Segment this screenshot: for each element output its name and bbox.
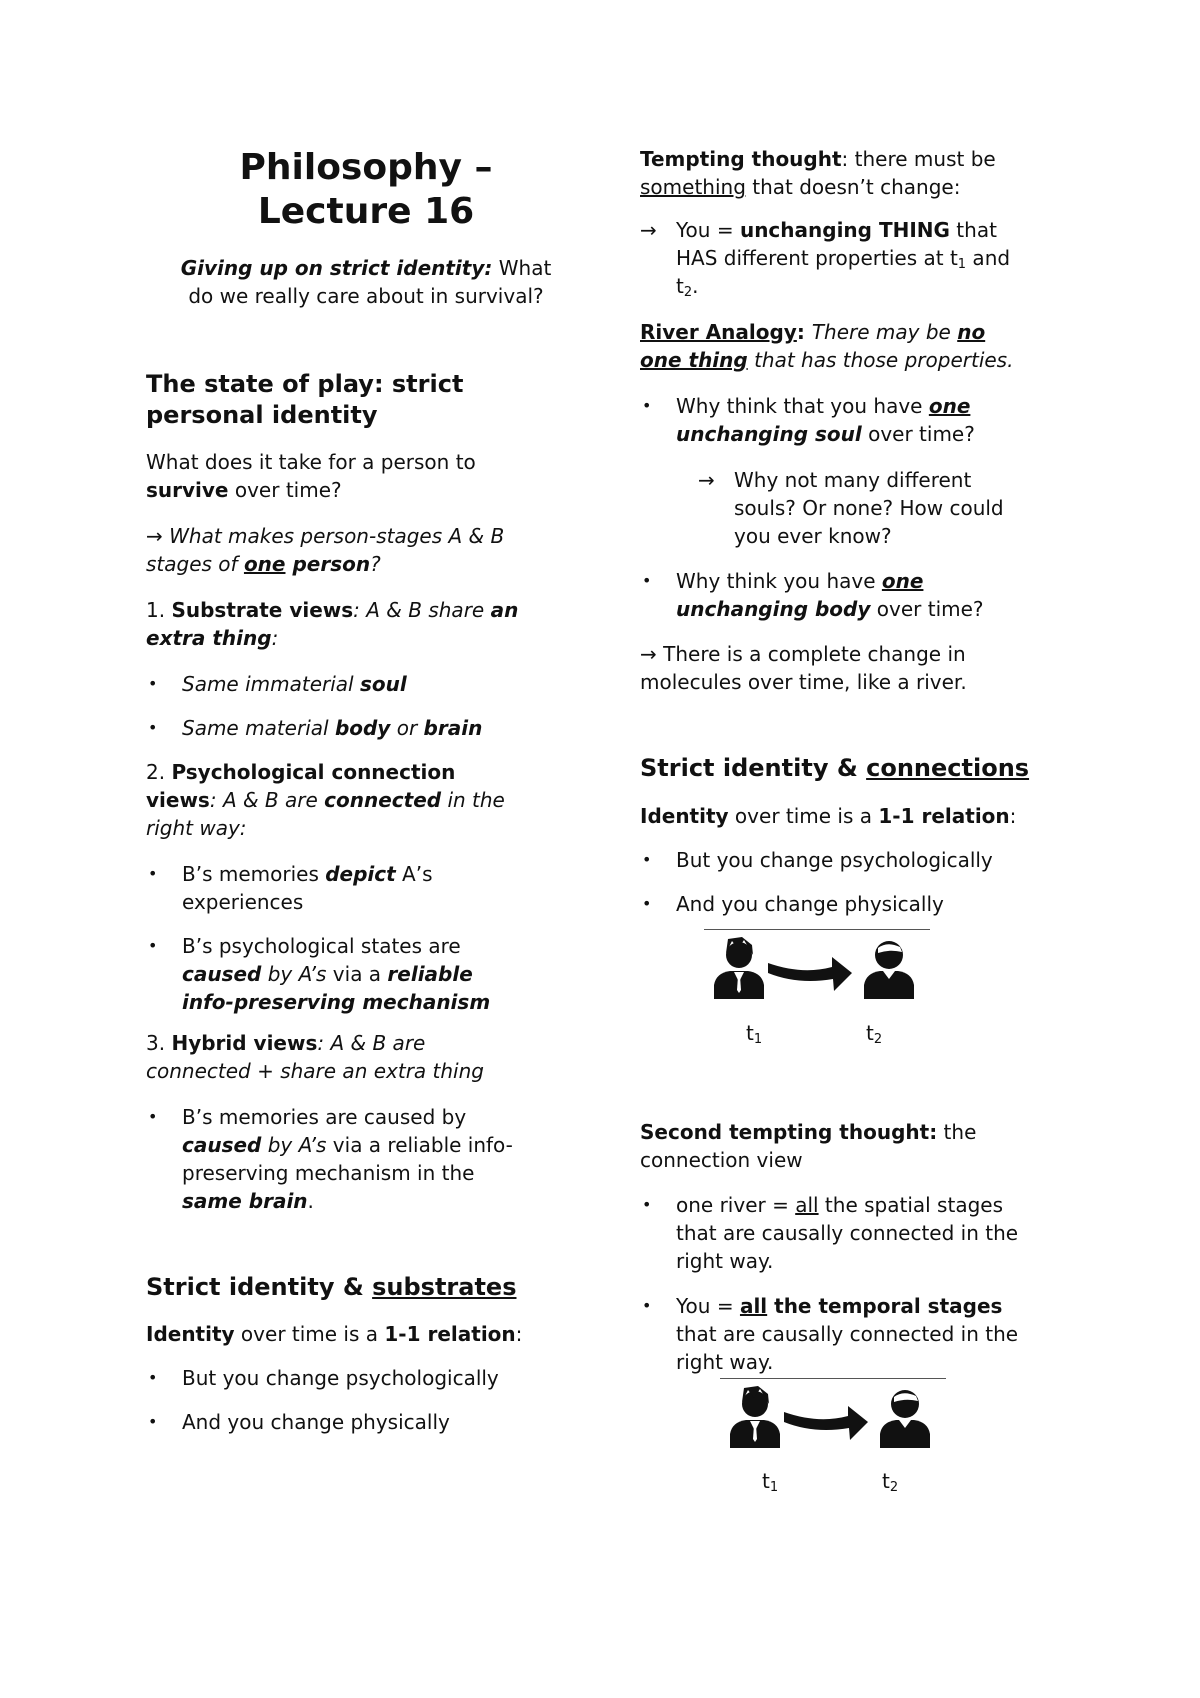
person-stages-figure (712, 935, 932, 1010)
identity-relation: Identity over time is a 1-1 relation: (640, 804, 1017, 828)
time-label-t1: $t_1$ (746, 1021, 763, 1047)
list-item: • And you change physically (146, 1408, 586, 1436)
list-sub-item: → Why not many different souls? Or none? How could you ever know? (698, 468, 1004, 548)
identity-relation: Identity over time is a 1-1 relation: (146, 1322, 523, 1346)
molecules-note: → There is a complete change in molecules over time, like a river. (640, 642, 967, 694)
list-item: • Same material body or brain (146, 714, 586, 742)
section-heading-connections: Strict identity & connections (640, 754, 1030, 782)
person-stage-b-icon (864, 941, 914, 999)
time-label-t1: $t_1$ (762, 1469, 779, 1495)
figure-divider (720, 1378, 946, 1379)
list-item: • Why think that you have one unchanging soul over time? (640, 392, 1070, 448)
river-analogy: River Analogy: There may be no one thing that has those properties. (640, 320, 1014, 372)
arrow-right-icon (768, 957, 852, 991)
list-item: • You = all the temporal stages that are causally connected in the right way. (640, 1292, 1070, 1376)
arrow-right-icon: → (640, 218, 657, 242)
figure-divider (704, 929, 930, 930)
list-item: • Why think you have one unchanging body over time? (640, 567, 1070, 623)
page-title: Philosophy – Lecture 16 (239, 147, 493, 232)
person-stage-a-icon (730, 1386, 780, 1448)
hybrid-views: 3. Hybrid views: A & B are connected + share an extra thing (146, 1031, 484, 1083)
person-stage-b-icon (880, 1390, 930, 1448)
section-heading-substrates: Strict identity & substrates (146, 1273, 517, 1301)
person-stage-a-icon (714, 937, 764, 999)
arrow-right-icon: → (698, 468, 715, 492)
list-item: • But you change psychologically (146, 1364, 586, 1392)
question-person-stages: → What makes person-stages A & B stages of one person? (146, 524, 505, 576)
section-heading-state-of-play: The state of play: strict personal identity (146, 370, 464, 429)
arrow-right-icon: → (640, 642, 657, 666)
list-item: • one river = all the spatial stages that are causally connected in the right way. (640, 1191, 1070, 1275)
substrate-views: 1. Substrate views: A & B share an extra thing: (146, 598, 519, 650)
you-unchanging-thing: → You = unchanging THING that HAS different properties at $t_1$ and $t_2$. (640, 218, 1011, 300)
second-tempting-thought: Second tempting thought: the connection view (640, 1120, 977, 1172)
person-stages-figure (728, 1384, 948, 1459)
arrow-right-icon: → (146, 524, 163, 548)
list-item: • Same immaterial soul (146, 670, 586, 698)
list-item: • B’s memories depict A’s experiences (146, 860, 586, 916)
arrow-right-icon (784, 1406, 868, 1440)
question-survive: What does it take for a person to survive over time? (146, 450, 476, 502)
list-item: • But you change psychologically (640, 846, 1070, 874)
page-subtitle: Giving up on strict identity: What do we really care about in survival? (180, 256, 552, 308)
time-label-t2: $t_2$ (866, 1021, 883, 1047)
list-item: • B’s memories are caused by caused by A’s via a reliable info- preserving mechanism in the same brain. (146, 1103, 586, 1215)
list-item: • And you change physically (640, 890, 1070, 918)
tempting-thought: Tempting thought: there must be something that doesn’t change: (640, 147, 996, 199)
time-label-t2: $t_2$ (882, 1469, 899, 1495)
list-item: • B’s psychological states are caused by A’s via a reliable info-preserving mechanism (146, 932, 586, 1016)
psychological-views: 2. Psychological connection views: A & B are connected in the right way: (146, 760, 505, 840)
